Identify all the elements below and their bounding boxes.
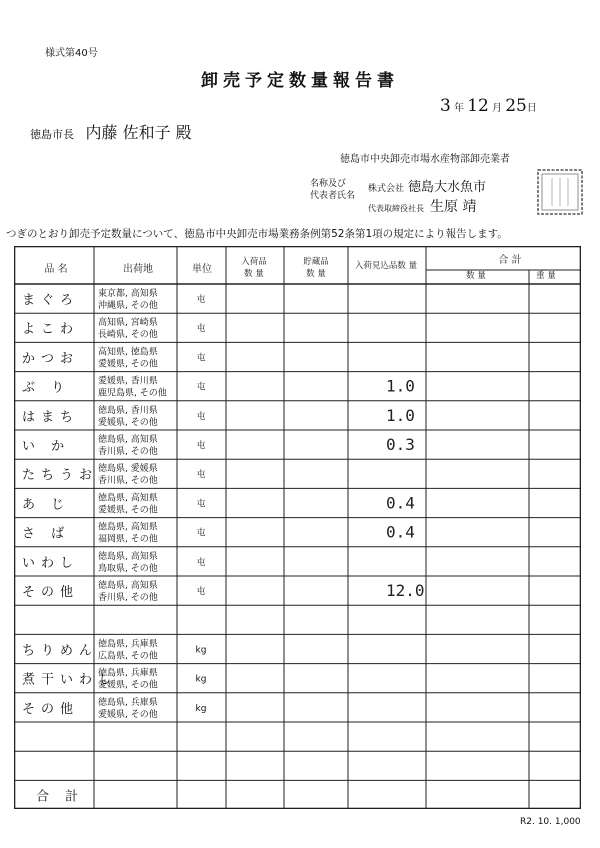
table-header bbox=[44, 253, 556, 281]
header-arrival-2: 数 量 bbox=[244, 269, 264, 279]
origin-line-2: 沖縄県, その他 bbox=[98, 301, 158, 311]
unit: 屯 bbox=[196, 499, 206, 510]
table-row bbox=[22, 462, 206, 486]
table-row bbox=[22, 375, 415, 399]
date-day: 25 bbox=[505, 96, 527, 116]
origin-line-1: 愛媛県, 香川県 bbox=[98, 376, 158, 387]
item-name: ちりめん bbox=[22, 643, 99, 659]
intro-text: つぎのとおり卸売予定数量について、徳島市中央卸売市場業務条例第52条第1項の規定により報告します。 bbox=[6, 228, 508, 240]
expected-quantity: 0.4 bbox=[386, 493, 415, 513]
unit: 屯 bbox=[196, 382, 206, 393]
origin-line-1: 高知県, 宮崎県 bbox=[98, 318, 158, 329]
item-name: いわし bbox=[22, 555, 80, 571]
unit: 屯 bbox=[196, 353, 206, 364]
origin-line-2: 愛媛県, その他 bbox=[98, 709, 158, 720]
item-name: 煮干いわし bbox=[22, 672, 118, 688]
origin-line-2: 愛媛県, その他 bbox=[98, 417, 158, 428]
header-unit: 単位 bbox=[192, 264, 212, 275]
table-row bbox=[22, 287, 206, 311]
origin-line-2: 香川県, その他 bbox=[98, 593, 158, 603]
header-origin: 出荷地 bbox=[123, 264, 153, 275]
item-name: その他 bbox=[22, 701, 80, 717]
item-name: い か bbox=[22, 439, 71, 454]
origin-line-1: 徳島県, 高知県 bbox=[98, 522, 158, 533]
item-name: よこわ bbox=[22, 322, 80, 338]
origin-line-2: 愛媛県, その他 bbox=[98, 359, 158, 370]
footer-code: R2. 10. 1,000 bbox=[520, 817, 581, 827]
table-row bbox=[22, 433, 415, 457]
origin-line-1: 徳島県, 高知県 bbox=[98, 435, 158, 445]
item-name: さ ば bbox=[22, 526, 71, 542]
expected-quantity: 1.0 bbox=[386, 376, 415, 396]
item-name: あ じ bbox=[22, 497, 71, 513]
table-row bbox=[22, 696, 206, 720]
company-name: 徳島大水魚市 bbox=[408, 180, 487, 195]
date-day-unit: 日 bbox=[526, 103, 537, 114]
origin-line-2: 福岡県, その他 bbox=[98, 534, 158, 545]
origin-line-1: 徳島県, 兵庫県 bbox=[98, 639, 158, 650]
origin-line-1: 徳島県, 兵庫県 bbox=[98, 697, 158, 708]
origin-line-1: 東京都, 高知県 bbox=[98, 289, 158, 299]
item-name: はまち bbox=[22, 409, 80, 425]
table-row bbox=[22, 667, 206, 691]
table-row bbox=[22, 491, 415, 515]
origin-line-2: 鳥取県, その他 bbox=[98, 563, 158, 574]
header-expected: 入荷見込品数 量 bbox=[354, 261, 418, 271]
origin-line-2: 長崎県, その他 bbox=[98, 330, 158, 341]
label-rep: 代表者氏名 bbox=[310, 191, 356, 201]
header-arrival-1: 入荷品 bbox=[241, 257, 267, 267]
header-total-weight: 重 量 bbox=[536, 271, 556, 281]
addressee-name: 内藤 佐和子 殿 bbox=[85, 123, 192, 142]
table-row bbox=[22, 404, 415, 428]
document-title: 卸売予定数量報告書 bbox=[201, 71, 399, 91]
expected-quantity: 1.0 bbox=[386, 405, 415, 425]
item-name: まぐろ bbox=[22, 293, 80, 308]
table-row bbox=[36, 788, 84, 804]
header-total: 合 計 bbox=[498, 255, 522, 266]
reporter-market-line: 徳島市中央卸売市場水産物部卸売業者 bbox=[340, 154, 510, 165]
table-row bbox=[22, 550, 206, 574]
date-year: 3 bbox=[440, 96, 451, 116]
header-stored-1: 貯蔵品 bbox=[303, 257, 329, 267]
rep-title: 代表取締役社長 bbox=[368, 204, 424, 213]
unit: 屯 bbox=[196, 528, 206, 539]
item-name: かつお bbox=[22, 351, 80, 367]
unit: 屯 bbox=[196, 295, 206, 305]
header-total-qty: 数 量 bbox=[466, 271, 486, 281]
origin-line-1: 徳島県, 愛媛県 bbox=[98, 464, 158, 475]
item-name: その他 bbox=[22, 585, 80, 600]
form-number: 様式第40号 bbox=[45, 48, 98, 59]
addressee bbox=[30, 120, 192, 143]
table-row bbox=[22, 579, 425, 603]
unit: 屯 bbox=[196, 411, 206, 422]
expected-quantity: 0.4 bbox=[386, 522, 415, 542]
item-name: たちうお bbox=[22, 468, 99, 484]
company-prefix: 株式会社 bbox=[368, 184, 405, 194]
origin-line-1: 徳島県, 高知県 bbox=[98, 551, 158, 562]
origin-line-2: 広島県, その他 bbox=[98, 651, 158, 662]
unit: kg bbox=[195, 674, 207, 685]
header-stored-2: 数 量 bbox=[306, 269, 326, 279]
representative bbox=[368, 196, 476, 216]
unit: 屯 bbox=[196, 557, 206, 568]
unit: 屯 bbox=[196, 324, 206, 335]
unit: kg bbox=[195, 703, 207, 714]
item-name: 合 計 bbox=[36, 789, 85, 805]
reporter-label bbox=[310, 178, 355, 202]
origin-line-1: 徳島県, 高知県 bbox=[98, 493, 158, 504]
table-row bbox=[22, 316, 206, 340]
unit: 屯 bbox=[196, 441, 206, 451]
unit: 屯 bbox=[196, 470, 206, 481]
origin-line-2: 香川県, その他 bbox=[98, 476, 158, 487]
origin-line-1: 高知県, 徳島県 bbox=[98, 347, 158, 358]
addressee-title: 徳島市長 bbox=[30, 128, 74, 141]
date-month-unit: 月 bbox=[492, 103, 503, 114]
date-year-unit: 年 bbox=[454, 103, 465, 114]
company-seal-icon bbox=[536, 168, 584, 216]
report-date bbox=[440, 96, 537, 116]
table-row bbox=[22, 345, 206, 369]
expected-quantity: 12.0 bbox=[386, 581, 425, 600]
table-rows bbox=[22, 287, 425, 804]
header-item: 品 名 bbox=[44, 264, 68, 275]
company bbox=[368, 176, 486, 195]
origin-line-2: 香川県, その他 bbox=[98, 447, 158, 457]
unit: kg bbox=[195, 645, 207, 656]
expected-quantity: 0.3 bbox=[386, 435, 415, 454]
date-month: 12 bbox=[467, 96, 489, 116]
origin-line-1: 徳島県, 香川県 bbox=[98, 405, 158, 416]
origin-line-2: 愛媛県, その他 bbox=[98, 680, 158, 691]
origin-line-1: 徳島県, 高知県 bbox=[98, 581, 158, 591]
quantity-table bbox=[14, 246, 581, 809]
origin-line-2: 愛媛県, その他 bbox=[98, 505, 158, 516]
item-name: ぶ り bbox=[22, 380, 71, 396]
rep-name: 生原 靖 bbox=[430, 199, 477, 215]
origin-line-1: 徳島県, 兵庫県 bbox=[98, 668, 158, 679]
table-row bbox=[22, 521, 415, 545]
label-name: 名称及び bbox=[310, 179, 347, 189]
origin-line-2: 鹿児島県, その他 bbox=[98, 388, 167, 399]
unit: 屯 bbox=[196, 587, 206, 597]
table-row bbox=[22, 637, 206, 661]
